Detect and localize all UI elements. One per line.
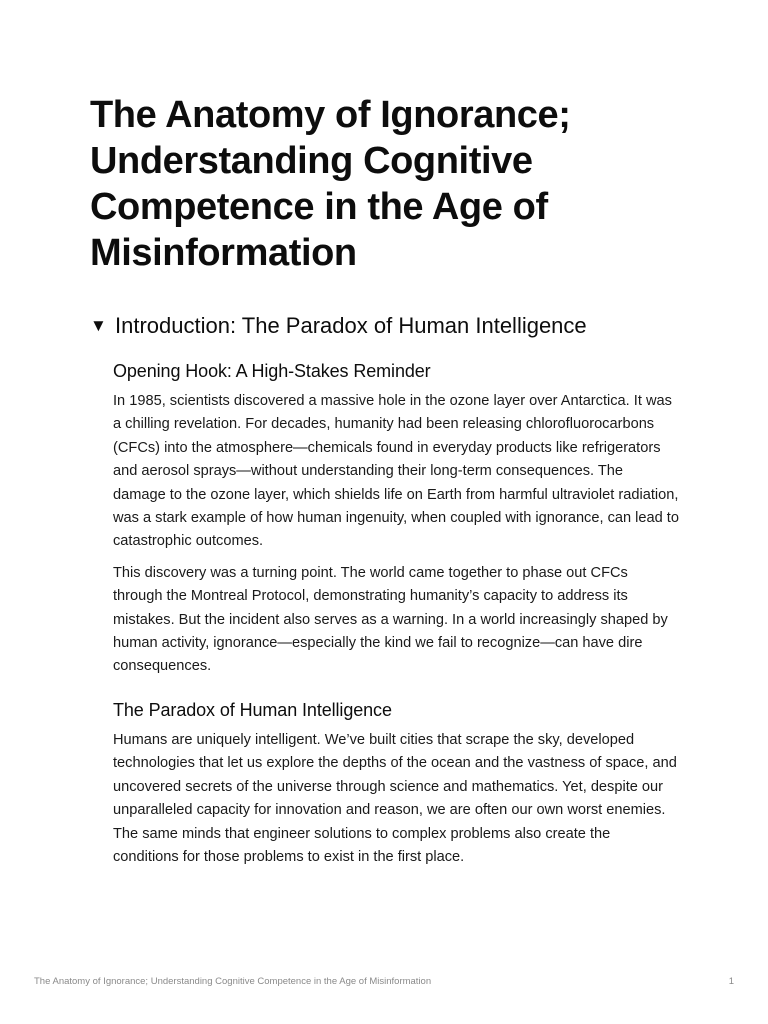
toggle-caret-icon[interactable]: ▼ xyxy=(90,316,107,335)
section-toggle-introduction[interactable] xyxy=(90,311,710,341)
page-footer xyxy=(34,975,734,989)
section-content xyxy=(113,358,679,869)
footer-running-title: The Anatomy of Ignorance; Understanding Cognitive Competence in the Age of Misinformation xyxy=(34,976,432,987)
document-title: The Anatomy of Ignorance; Understanding Cognitive Competence in the Age of Misinformation xyxy=(90,94,571,274)
paragraph: In 1985, scientists discovered a massive hole in the ozone layer over Antarctica. It was a chilling revelation. For decades, humanity had been releasing chlorofluorocarbons (CFCs) into the atmosphere—chemicals found in everyday products like refrigerators and aerosol sprays—without understanding their long-term consequences. The damage to the ozone layer, which shields life on Earth from harmful ultraviolet radiation, was a stark example of how human ingenuity, when coupled with ignorance, can lead to catastrophic outcomes. xyxy=(113,393,679,550)
subsection-heading-paradox: The Paradox of Human Intelligence xyxy=(113,699,392,720)
subsection-heading-opening-hook: Opening Hook: A High-Stakes Reminder xyxy=(113,361,431,381)
section-heading: Introduction: The Paradox of Human Intelligence xyxy=(115,313,587,338)
page-number: 1 xyxy=(728,976,734,987)
paragraph: Humans are uniquely intelligent. We’ve built cities that scrape the sky, developed technologies that let us explore the depths of the ocean and the vastness of space, and uncovered secrets of the universe through science and mathematics. Yet, despite our unparalleled capacity for innovation and reason, we are often our own worst enemies. The same minds that engineer solutions to complex problems also create the conditions for those problems to exist in the first place. xyxy=(113,731,677,865)
paragraph: This discovery was a turning point. The world came together to phase out CFCs through the Montreal Protocol, demonstrating humanity’s capacity to address its mistakes. But the incident also serves as a warning. In a world increasingly shaped by human activity, ignorance—especially the kind we fail to recognize—can have dire consequences. xyxy=(113,564,668,675)
